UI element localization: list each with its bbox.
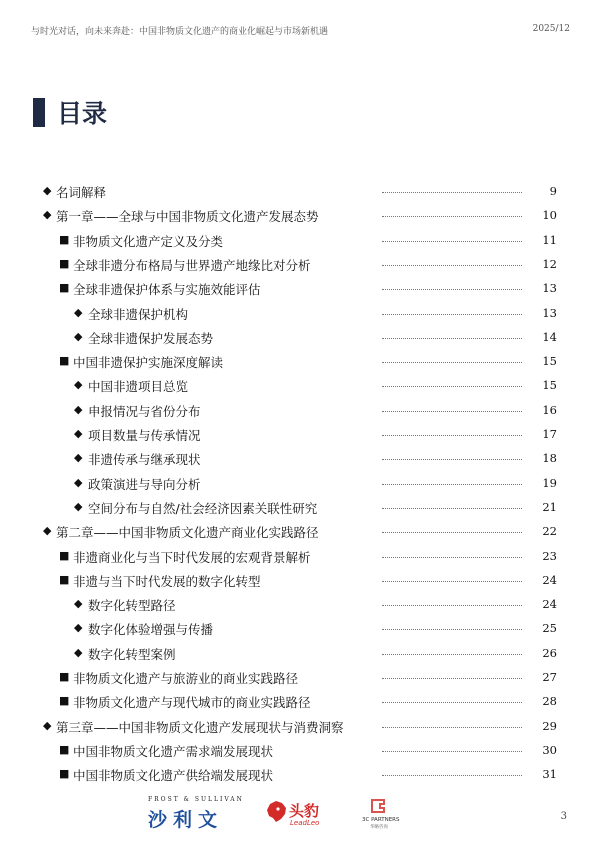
leadleo-cn: 头豹 <box>289 802 320 820</box>
diamond-bullet-icon: ◆ <box>74 378 83 392</box>
toc-entry-title: 非物质文化遗产与现代城市的商业实践路径 <box>73 695 311 711</box>
toc-entry[interactable] <box>0 619 600 641</box>
toc-entry-title: 第二章——中国非物质文化遗产商业化实践路径 <box>56 525 319 541</box>
diamond-bullet-icon: ◆ <box>74 451 83 465</box>
diamond-bullet-icon: ◆ <box>74 621 83 635</box>
toc-entry-title: 非物质文化遗产与旅游业的商业实践路径 <box>73 671 299 686</box>
toc-page-number: 23 <box>542 548 557 563</box>
diamond-bullet-icon: ◆ <box>74 305 83 319</box>
toc-leader <box>382 241 522 242</box>
diamond-bullet-icon: ◆ <box>74 499 83 513</box>
toc-entry[interactable] <box>0 644 600 666</box>
toc-entry[interactable] <box>0 304 600 326</box>
toc-page-number: 19 <box>542 475 557 490</box>
toc-leader <box>382 362 522 363</box>
toc-entry-title: 项目数量与传承情况 <box>88 428 201 443</box>
page-number: 3 <box>560 811 567 822</box>
frost-sullivan-cn: 沙利文 <box>148 809 224 831</box>
square-bullet-icon: ■ <box>59 694 70 708</box>
diamond-bullet-icon: ◆ <box>43 524 52 538</box>
toc-page-number: 10 <box>542 208 557 223</box>
toc-entry-title: 中国非遗项目总览 <box>88 379 189 395</box>
toc-leader <box>382 654 522 655</box>
toc-entry[interactable] <box>0 741 600 763</box>
diamond-bullet-icon: ◆ <box>74 645 83 659</box>
toc-entry[interactable] <box>0 376 600 398</box>
toc-page-number: 21 <box>542 499 557 514</box>
toc-entry[interactable] <box>0 522 600 544</box>
square-bullet-icon: ■ <box>59 767 70 781</box>
toc-entry-title: 非遗与当下时代发展的数字化转型 <box>73 573 261 589</box>
square-bullet-icon: ■ <box>59 670 70 683</box>
page-title: 目录 <box>57 99 108 128</box>
toc-leader <box>382 265 522 266</box>
toc-page-number: 17 <box>542 427 557 441</box>
frost-sullivan-logo <box>148 796 248 832</box>
toc-page-number: 11 <box>542 232 557 247</box>
toc-entry-title: 申报情况与省份分布 <box>88 403 201 419</box>
3c-partners-icon <box>370 798 386 814</box>
toc-entry-title: 非物质文化遗产定义及分类 <box>73 233 224 249</box>
toc-leader <box>382 386 522 387</box>
toc-entry-title: 政策演进与导向分析 <box>88 476 201 492</box>
toc-leader <box>382 459 522 460</box>
toc-page-number: 22 <box>542 524 557 539</box>
toc-leader <box>382 435 522 436</box>
toc-entry[interactable] <box>0 547 600 569</box>
square-bullet-icon: ■ <box>59 742 70 756</box>
toc-leader <box>382 314 522 315</box>
diamond-bullet-icon: ◆ <box>74 329 83 343</box>
toc-entry[interactable] <box>0 571 600 593</box>
toc-entry[interactable] <box>0 231 600 253</box>
toc-entry[interactable] <box>0 668 600 690</box>
3c-partners-logo <box>362 796 412 832</box>
footer-logos <box>148 796 408 832</box>
report-date: 2025/12 <box>532 24 570 34</box>
toc-entry-title: 第三章——中国非物质文化遗产发展现状与消费洞察 <box>56 719 344 735</box>
toc-entry-title: 非遗传承与继承现状 <box>88 452 201 468</box>
toc-page-number: 24 <box>542 597 557 612</box>
toc-page-number: 15 <box>542 354 557 369</box>
toc-entry[interactable] <box>0 498 600 520</box>
toc-entry-title: 名词解释 <box>56 185 107 200</box>
toc-page-number: 31 <box>542 767 557 782</box>
toc-leader <box>382 581 522 582</box>
toc-page-number: 9 <box>549 184 557 198</box>
toc-entry-title: 全球非遗保护发展态势 <box>88 330 214 346</box>
square-bullet-icon: ■ <box>59 232 70 246</box>
square-bullet-icon: ■ <box>59 256 70 270</box>
toc-entry-title: 中国非物质文化遗产需求端发展现状 <box>73 743 274 759</box>
diamond-bullet-icon: ◆ <box>43 208 52 222</box>
toc-entry[interactable] <box>0 474 600 496</box>
toc-leader <box>382 411 522 412</box>
toc-leader <box>382 629 522 630</box>
toc-leader <box>382 192 522 193</box>
toc-leader <box>382 289 522 290</box>
toc-leader <box>382 338 522 339</box>
toc-entry-title: 第一章——全球与中国非物质文化遗产发展态势 <box>56 209 319 225</box>
toc-entry-title: 全球非遗保护机构 <box>88 306 189 322</box>
square-bullet-icon: ■ <box>59 281 70 295</box>
toc-leader <box>382 605 522 606</box>
toc-page-number: 16 <box>542 402 557 417</box>
toc-leader <box>382 216 522 217</box>
diamond-bullet-icon: ◆ <box>43 184 52 197</box>
toc-leader <box>382 775 522 776</box>
toc-entry[interactable] <box>0 328 600 350</box>
toc-entry[interactable] <box>0 765 600 787</box>
leadleo-en: LeadLeo <box>290 819 320 827</box>
toc-page-number: 26 <box>542 645 557 660</box>
report-title-header: 与时光对话，向未来奔赴：中国非物质文化遗产的商业化崛起与市场新机遇 <box>31 27 329 37</box>
toc-page-number: 14 <box>542 329 557 344</box>
toc-page-number: 13 <box>542 281 557 296</box>
toc-leader <box>382 678 522 679</box>
toc-entry-title: 数字化转型路径 <box>88 598 176 614</box>
toc-entry[interactable] <box>0 401 600 423</box>
toc-page-number: 28 <box>542 694 557 709</box>
toc-leader <box>382 702 522 703</box>
toc-entry[interactable] <box>0 449 600 471</box>
toc-entry[interactable] <box>0 425 600 447</box>
toc-entry[interactable] <box>0 182 600 204</box>
toc-leader <box>382 484 522 485</box>
toc-page-number: 18 <box>542 451 557 466</box>
title-accent-bar <box>33 98 45 127</box>
lion-icon <box>266 800 288 824</box>
toc-entry[interactable] <box>0 717 600 739</box>
toc-leader <box>382 532 522 533</box>
toc-page-number: 15 <box>542 378 557 393</box>
toc-page-number: 27 <box>542 670 557 684</box>
toc-leader <box>382 727 522 728</box>
diamond-bullet-icon: ◆ <box>74 402 83 416</box>
leadleo-logo <box>266 800 341 830</box>
toc-entry-title: 全球非遗分布格局与世界遗产地缘比对分析 <box>73 257 311 273</box>
toc-entry-title: 数字化转型案例 <box>88 646 176 662</box>
diamond-bullet-icon: ◆ <box>74 597 83 611</box>
toc-page-number: 12 <box>542 256 557 271</box>
toc-entry[interactable] <box>0 595 600 617</box>
toc-leader <box>382 751 522 752</box>
toc-entry-title: 空间分布与自然/社会经济因素关联性研究 <box>88 500 318 516</box>
toc-leader <box>382 508 522 509</box>
toc-page-number: 29 <box>542 718 557 733</box>
toc-page-number: 30 <box>542 742 557 757</box>
toc-page-number: 13 <box>542 305 557 320</box>
toc-entry-title: 非遗商业化与当下时代发展的宏观背景解析 <box>73 549 311 565</box>
toc-entry[interactable] <box>0 352 600 374</box>
toc-entry[interactable] <box>0 692 600 714</box>
diamond-bullet-icon: ◆ <box>74 427 83 440</box>
square-bullet-icon: ■ <box>59 572 70 586</box>
diamond-bullet-icon: ◆ <box>43 718 52 732</box>
toc-entry-title: 数字化体验增强与传播 <box>88 622 214 638</box>
toc-entry-title: 中国非遗保护实施深度解读 <box>73 355 224 371</box>
diamond-bullet-icon: ◆ <box>74 475 83 489</box>
frost-sullivan-en: FROST & SULLIVAN <box>148 796 244 803</box>
toc-page-number: 24 <box>542 572 557 587</box>
toc-entry[interactable] <box>0 279 600 301</box>
toc-leader <box>382 557 522 558</box>
toc-entry-title: 全球非遗保护体系与实施效能评估 <box>73 282 261 298</box>
toc-page-number: 25 <box>542 621 557 636</box>
toc-entry-title: 中国非物质文化遗产供给端发展现状 <box>73 768 274 784</box>
square-bullet-icon: ■ <box>59 354 70 368</box>
square-bullet-icon: ■ <box>59 548 70 562</box>
3c-partners-en: 3C PARTNERS <box>362 817 400 823</box>
page-header <box>31 24 570 40</box>
3c-partners-cn: 华略咨询 <box>370 825 388 830</box>
toc-entry[interactable] <box>0 255 600 277</box>
toc-entry[interactable] <box>0 206 600 228</box>
